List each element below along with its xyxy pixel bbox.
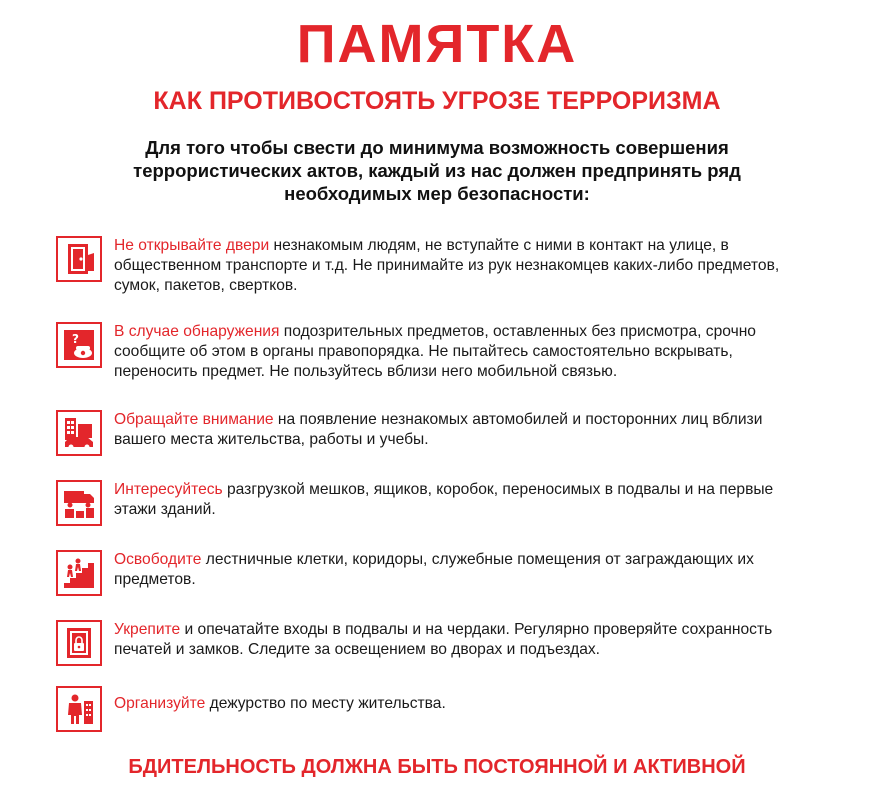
intro-paragraph: Для того чтобы свести до минимума возможность совершения террористических актов, каждый из нас должен предпринять ряд необходимых мер безопасности: xyxy=(133,137,741,204)
advice-lead: Укрепите xyxy=(114,621,181,638)
advice-body: незнакомым людям, не вступайте с ними в контакт на улице, в общественном транспорте и т.д. Не принимайте из рук незнакомцев каких-либо предметов, сумок, пакетов, свертков. xyxy=(114,237,780,294)
advice-body: разгрузкой мешков, ящиков, коробок, переносимых в подвалы и на первые этажи зданий. xyxy=(114,481,774,518)
truck-boxes-icon xyxy=(56,480,102,526)
advice-body: подозрительных предметов, оставленных без присмотра, срочно сообщите об этом в органы правопорядка. Не пытайтесь самостоятельно вскрывать, переносить предмет. Не пользуйтесь вблизи него мобильной связью. xyxy=(114,323,756,380)
advice-lead: Обращайте внимание xyxy=(114,411,274,428)
advice-lead: В случае обнаружения xyxy=(114,323,280,340)
advice-body: дежурство по месту жительства. xyxy=(205,695,446,712)
advice-text xyxy=(114,620,814,660)
advice-lead: Организуйте xyxy=(114,695,206,712)
door-icon xyxy=(56,236,102,282)
guard-icon xyxy=(56,686,102,732)
advice-text xyxy=(114,480,814,520)
advice-text xyxy=(114,550,814,590)
sealed-door-icon xyxy=(56,620,102,666)
advice-lead: Освободите xyxy=(114,551,202,568)
advice-lead: Не открывайте двери xyxy=(114,237,270,254)
advice-body: на появление незнакомых автомобилей и посторонних лиц вблизи вашего места жительства, работы и учебы. xyxy=(114,411,763,448)
advice-text xyxy=(114,236,814,296)
advice-body: лестничные клетки, коридоры, служебные помещения от заграждающих их предметов. xyxy=(114,551,754,588)
page-title: ПАМЯТКА xyxy=(296,14,578,74)
stairs-people-icon xyxy=(56,550,102,596)
svg-text:?: ? xyxy=(72,332,79,346)
advice-text xyxy=(114,322,814,382)
advice-text xyxy=(114,410,814,450)
advice-body: и опечатайте входы в подвалы и на чердаки. Регулярно проверяйте сохранность печатей и замков. Следите за освещением во дворах и подъездах. xyxy=(114,621,773,658)
advice-lead: Интересуйтесь xyxy=(114,481,223,498)
footer-slogan: БДИТЕЛЬНОСТЬ ДОЛЖНА БЫТЬ ПОСТОЯННОЙ И АКТИВНОЙ xyxy=(128,756,746,778)
phone-icon xyxy=(56,322,102,368)
advice-text xyxy=(114,694,814,714)
page-subtitle: КАК ПРОТИВОСТОЯТЬ УГРОЗЕ ТЕРРОРИЗМА xyxy=(153,87,721,115)
city-car-icon xyxy=(56,410,102,456)
